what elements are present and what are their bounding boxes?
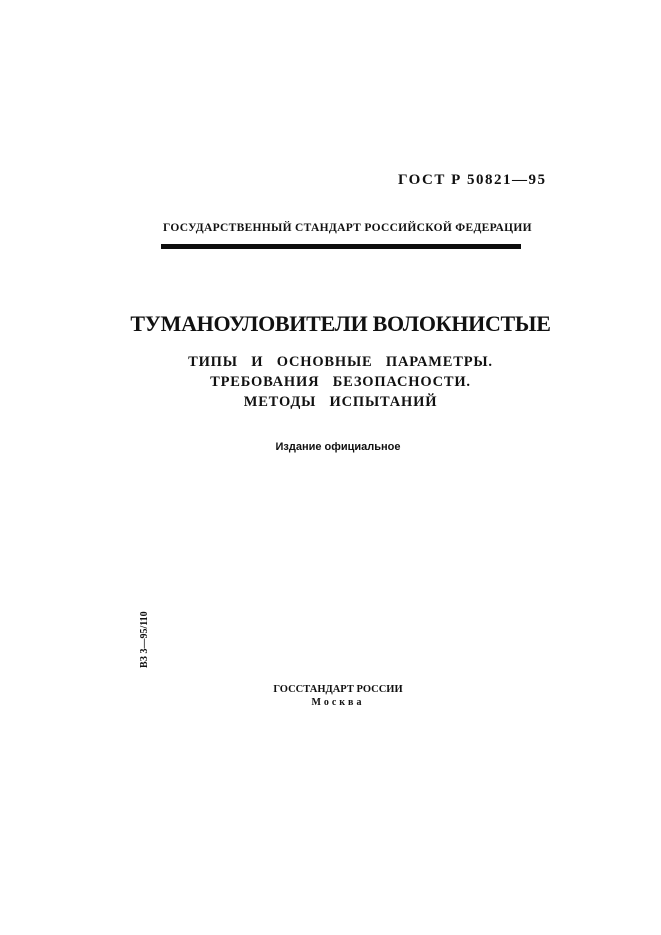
edition-note: Издание официальное [275,441,401,453]
subtitle-line: ТИПЫ И ОСНОВНЫЕ ПАРАМЕТРЫ. [188,354,493,370]
publisher-city: Москва [311,697,365,708]
horizontal-rule [161,244,521,249]
document-subtitle [0,352,661,412]
subtitle-line: ТРЕБОВАНИЯ БЕЗОПАСНОСТИ. [210,374,471,390]
state-standard-heading: ГОСУДАРСТВЕННЫЙ СТАНДАРТ РОССИЙСКОЙ ФЕДЕРАЦИИ [163,222,532,234]
document-title: ТУМАНОУЛОВИТЕЛИ ВОЛОКНИСТЫЕ [130,311,551,336]
standard-number: ГОСТ Р 50821—95 [398,172,547,188]
publisher: ГОССТАНДАРТ РОССИИ [273,684,403,695]
side-code: ВЗ 3—95/110 [139,611,150,668]
subtitle-line: МЕТОДЫ ИСПЫТАНИЙ [243,394,438,410]
